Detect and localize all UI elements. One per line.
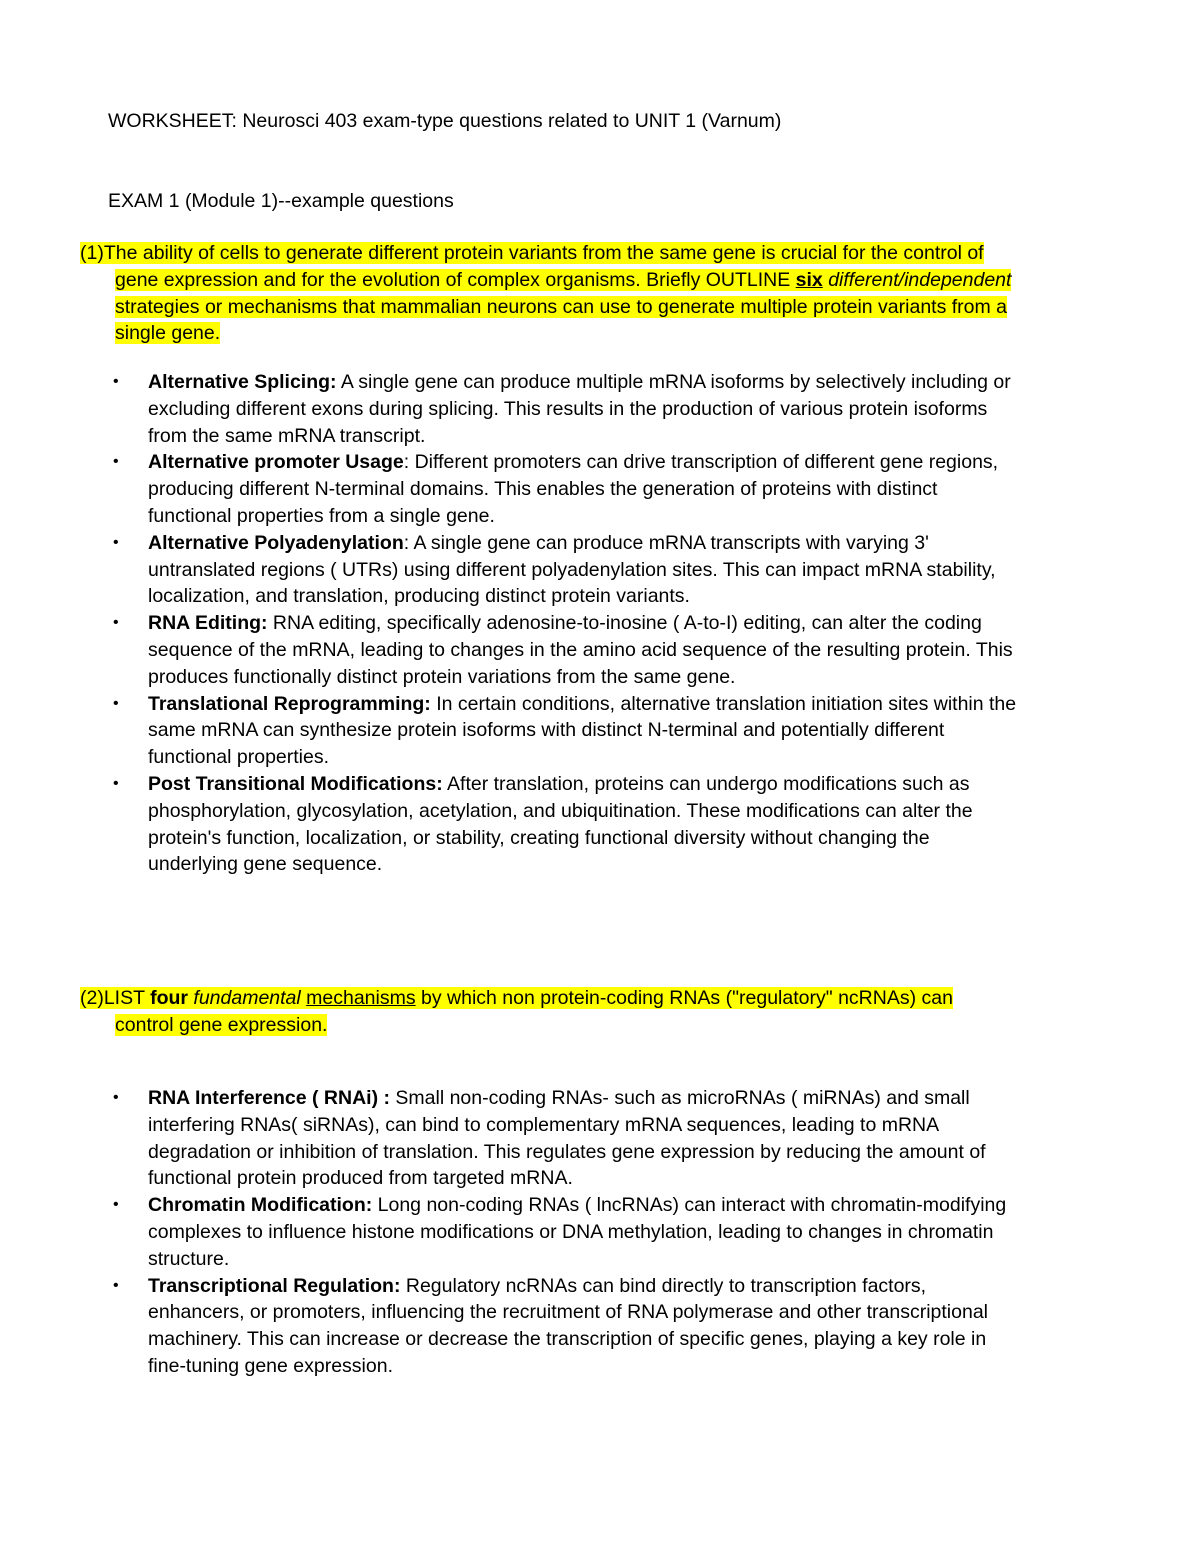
bullet-icon: • [113, 373, 119, 390]
emphasis-different-independent: different/independent [828, 268, 1012, 291]
question-1 [80, 240, 1120, 347]
answer-term: Transcriptional Regulation: [148, 1274, 401, 1297]
answer-term: Translational Reprogramming: [148, 692, 431, 715]
answer-term: RNA Interference ( RNAi) : [148, 1087, 390, 1109]
answer-term: Post Transitional Modifications: [148, 772, 443, 795]
bullet-icon: • [113, 774, 119, 792]
question-1-line-2: gene expression and for the evolution of complex organisms. Briefly OUTLINE six different/independent [115, 268, 1012, 291]
page-subtitle: EXAM 1 (Module 1)--example questions [108, 190, 454, 212]
emphasis-fundamental: fundamental [193, 987, 301, 1009]
question-2-line-2: control gene expression. [115, 1013, 328, 1036]
page-title: WORKSHEET: Neurosci 403 exam-type questions related to UNIT 1 (Varnum) [108, 110, 782, 132]
list-item: • Alternative Splicing: A single gene can produce multiple mRNA isoforms by selectively including or excluding different exons during splicing. This results in the production of various protein isoforms from the same mRNA transcript. [113, 371, 1011, 447]
list-item: • Transcriptional Regulation: Regulatory ncRNAs can bind directly to transcription factors, enhancers, or promoters, influencing the recruitment of RNA polymerase and other transcriptional machinery. This can increase or decrease the transcription of specific genes, playing a key role in fine-tuning gene expression. [113, 1274, 989, 1377]
list-item: • Post Transitional Modifications: After translation, proteins can undergo modifications such as phosphorylation, glycosylation, acetylation, and ubiquitination. These modifications can alter the protein's function, localization, or stability, creating functional diversity without changing the underlying gene sequence. [113, 772, 973, 876]
bullet-icon: • [113, 694, 119, 712]
question-1-line-3: strategies or mechanisms that mammalian neurons can use to generate multiple protein variants from a [115, 295, 1008, 318]
answer-term: Alternative Polyadenylation [148, 531, 404, 554]
answer-term: Alternative promoter Usage [148, 451, 404, 474]
bullet-icon: • [113, 614, 119, 632]
bullet-icon: • [113, 1276, 119, 1294]
answer-term: Chromatin Modification: [148, 1194, 373, 1217]
question-2-line-1: (2)LIST four fundamental mechanisms by which non protein-coding RNAs ("regulatory" ncRNAs) can [80, 987, 953, 1009]
bullet-icon: • [113, 1089, 119, 1106]
list-item: • Chromatin Modification: Long non-coding RNAs ( lncRNAs) can interact with chromatin-modifying complexes to influence histone modifications or DNA methylation, leading to changes in chromatin structure. [113, 1194, 1007, 1270]
emphasis-six: six [795, 268, 823, 291]
bullet-icon: • [113, 1196, 119, 1214]
list-item: • Alternative Polyadenylation: A single gene can produce mRNA transcripts with varying 3' untranslated regions ( UTRs) using different polyadenylation sites. This can impact mRNA stability, localization, and translation, producing distinct protein variants. [113, 531, 996, 608]
question-2 [80, 985, 1120, 1039]
question-1-line-4: single gene. [115, 322, 221, 345]
list-item: • Alternative promoter Usage: Different promoters can drive transcription of different gene regions, producing different N-terminal domains. This enables the generation of proteins with distinct functional properties from a single gene. [113, 451, 999, 527]
emphasis-mechanisms: mechanisms [306, 987, 416, 1009]
emphasis-four: four [150, 987, 188, 1009]
bullet-icon: • [113, 453, 119, 471]
list-item: • RNA Interference ( RNAi) : Small non-coding RNAs- such as microRNAs ( miRNAs) and small interfering RNAs( siRNAs), can bind to complementary mRNA sequences, leading to mRNA degradation or inhibition of translation. This regulates gene expression by reducing the amount of functional protein produced from targeted mRNA. [113, 1087, 986, 1190]
list-item: • Translational Reprogramming: In certain conditions, alternative translation initiation sites within the same mRNA can synthesize protein isoforms with distinct N-terminal and potentially different functional properties. [113, 692, 1017, 769]
bullet-icon: • [113, 533, 119, 551]
answer-term: Alternative Splicing: [148, 371, 337, 393]
question-1-line-1: (1)The ability of cells to generate different protein variants from the same gene is crucial for the control of [80, 242, 984, 264]
list-item: • RNA Editing: RNA editing, specifically adenosine-to-inosine ( A-to-I) editing, can alter the coding sequence of the mRNA, leading to changes in the amino acid sequence of the resulting protein. This produces functionally distinct protein variations from the same gene. [113, 612, 1013, 688]
answer-term: RNA Editing: [148, 612, 268, 635]
answer-list-1 [0, 369, 1200, 878]
answer-list-2 [0, 1085, 1200, 1380]
